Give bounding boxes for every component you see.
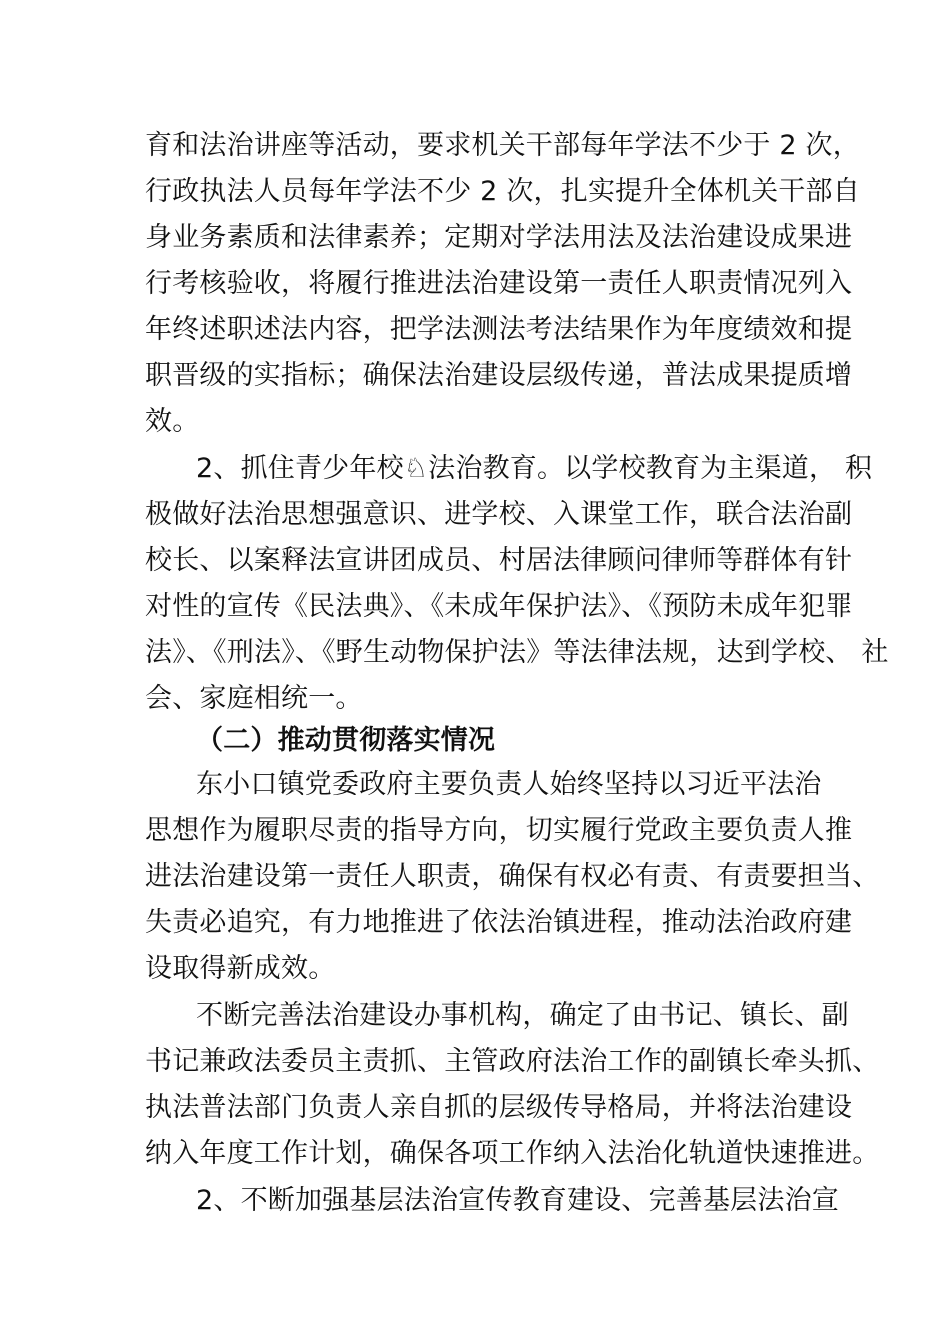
text-line: 效。 <box>145 406 200 437</box>
text-line: 育和法治讲座等活动，要求机关干部每年学法不少于 2 次， <box>145 130 860 161</box>
text-line: 身业务素质和法律素养；定期对学法用法及法治建设成果进 <box>145 222 853 253</box>
text-line: 会、家庭相统一。 <box>145 683 363 714</box>
text-line: 行政执法人员每年学法不少 2 次，扎实提升全体机关干部自 <box>145 176 860 207</box>
text-line: 极做好法治思想强意识、进学校、入课堂工作，联合法治副 <box>145 499 853 530</box>
text-line: 职晋级的实指标；确保法治建设层级传递，普法成果提质增 <box>145 360 853 391</box>
text-line: 校长、以案释法宣讲团成员、村居法律顾问律师等群体有针 <box>145 545 853 576</box>
text-line: 行考核验收，将履行推进法治建设第一责任人职责情况列入 <box>145 268 853 299</box>
text-line: 进法治建设第一责任人职责，确保有权必有责、有责要担当、 <box>145 861 880 892</box>
text-line: 年终述职述法内容，把学法测法考法结果作为年度绩效和提 <box>145 314 853 345</box>
text-line: 书记兼政法委员主责抓、主管政府法治工作的副镇长牵头抓、 <box>145 1046 880 1077</box>
text-line: 2、抓住青少年校♘法治教育。以学校教育为主渠道， 积 <box>196 453 873 484</box>
text-line: 设取得新成效。 <box>145 953 336 984</box>
text-line: 不断完善法治建设办事机构，确定了由书记、镇长、副 <box>196 1000 849 1031</box>
text-line: 东小口镇党委政府主要负责人始终坚持以习近平法治 <box>196 769 822 800</box>
text-line: 法》、《刑法》、《野生动物保护法》等法律法规，达到学校、 社 <box>145 637 889 668</box>
text-line: 失责必追究，有力地推进了依法治镇进程，推动法治政府建 <box>145 907 853 938</box>
text-line: 执法普法部门负责人亲自抓的层级传导格局，并将法治建设 <box>145 1092 853 1123</box>
text-line: 纳入年度工作计划，确保各项工作纳入法治化轨道快速推进。 <box>145 1138 880 1169</box>
text-line: 2、不断加强基层法治宣传教育建设、完善基层法治宣 <box>196 1185 839 1216</box>
text-line: 思想作为履职尽责的指导方向，切实履行党政主要负责人推 <box>145 815 853 846</box>
section-heading: （二）推动贯彻落实情况 <box>196 725 496 756</box>
text-line: 对性的宣传《民法典》、《未成年保护法》、《预防未成年犯罪 <box>145 591 853 622</box>
